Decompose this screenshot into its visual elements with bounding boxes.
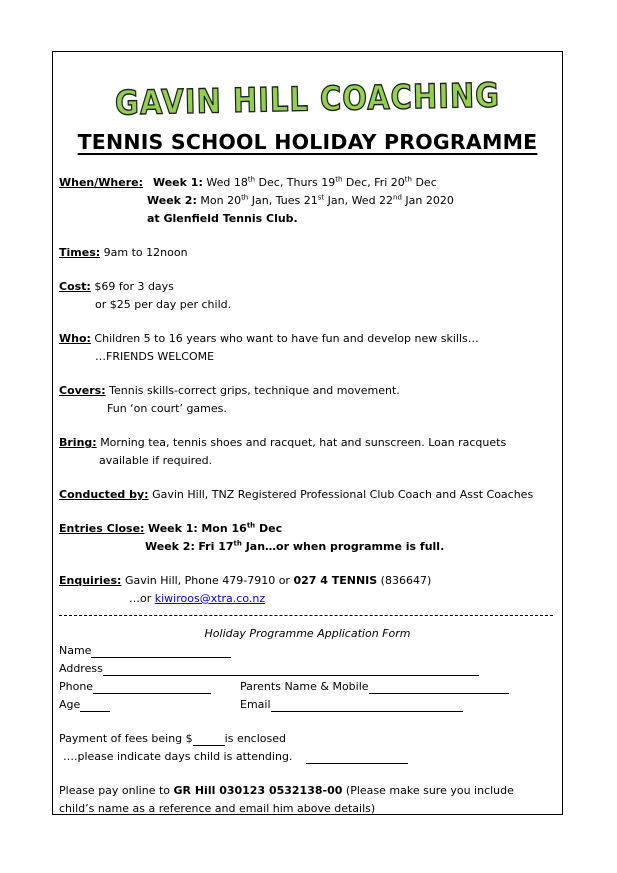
conducted-label: Conducted by: (59, 488, 149, 501)
form-title: Holiday Programme Application Form (204, 627, 411, 640)
form-age-row (59, 698, 110, 712)
form-parents-row (240, 680, 509, 694)
days-row: ….please indicate days child is attending. (63, 750, 408, 764)
phone-field[interactable] (93, 682, 211, 694)
email-label: Email (240, 698, 271, 711)
who-line1: Children 5 to 16 years who want to have fun and develop new skills… (94, 332, 479, 345)
times-value: 9am to 12noon (103, 246, 188, 259)
covers-line2: Fun ‘on court’ games. (107, 402, 227, 415)
form-phone-row (59, 680, 211, 694)
enquiries-email-row: …or kiwiroos@xtra.co.nz (129, 592, 266, 605)
email-field[interactable] (271, 700, 463, 712)
week2-label: Week 2: (147, 194, 197, 207)
bring-line1: Morning tea, tennis shoes and racquet, hat and sunscreen. Loan racquets (100, 436, 507, 449)
age-label: Age (59, 698, 81, 711)
cost-row (59, 280, 174, 294)
pay-online-row: Please pay online to GR Hill 030123 0532138-00 (Please make sure you include (59, 784, 514, 797)
payment-amount-field[interactable] (193, 734, 225, 746)
who-line2: …FRIENDS WELCOME (95, 350, 215, 363)
conducted-row (59, 488, 533, 502)
when-where-week2: Week 2: Mon 20th Jan, Tues 21st Jan, Wed 22nd Jan 2020 (147, 193, 454, 207)
address-label: Address (59, 662, 103, 675)
entries-week1: Entries Close: Week 1: Mon 16th Dec (59, 521, 283, 535)
brand-title: GAVIN HILL COACHING (114, 75, 501, 123)
bring-line2: available if required. (99, 454, 213, 467)
bank-account: GR Hill 030123 0532138-00 (173, 784, 343, 797)
cost-label: Cost: (59, 280, 91, 293)
flyer-page (52, 51, 563, 815)
payment-row: Payment of fees being $ is enclosed (59, 732, 286, 745)
form-address-row (59, 662, 479, 676)
form-name-row (59, 644, 231, 658)
covers-row (59, 384, 400, 398)
who-row (59, 332, 479, 346)
enquiries-label: Enquiries: (59, 574, 122, 587)
cut-line (59, 615, 553, 616)
cost-line1: $69 for 3 days (94, 280, 174, 293)
covers-line1: Tennis skills-correct grips, technique and movement. (109, 384, 400, 397)
entries-week2: Week 2: Fri 17th Jan…or when programme is full. (145, 539, 445, 553)
conducted-value: Gavin Hill, TNZ Registered Professional Club Coach and Asst Coaches (152, 488, 534, 501)
when-where-label: When/Where: (59, 176, 143, 189)
cost-line2: or $25 per day per child. (95, 298, 232, 311)
when-where-week1: When/Where: Week 1: Wed 18th Dec, Thurs 19th Dec, Fri 20th Dec (59, 175, 437, 189)
name-field[interactable] (91, 646, 231, 658)
week1-label: Week 1: (152, 176, 203, 189)
parents-field[interactable] (369, 682, 509, 694)
covers-label: Covers: (59, 384, 106, 397)
email-link[interactable]: kiwiroos@xtra.co.nz (154, 592, 266, 605)
days-field[interactable] (306, 752, 408, 764)
phone-label: Phone (59, 680, 94, 693)
entries-label: Entries Close: (59, 522, 145, 535)
age-field[interactable] (80, 700, 110, 712)
name-label: Name (59, 644, 92, 657)
bring-row (59, 436, 506, 450)
parents-label: Parents Name & Mobile (240, 680, 369, 693)
page-title: TENNIS SCHOOL HOLIDAY PROGRAMME (77, 130, 538, 154)
times-label: Times: (59, 246, 101, 259)
enquiries-row: Enquiries: Gavin Hill, Phone 479-7910 or 027 4 TENNIS (836647) (59, 574, 432, 587)
pay-online-line2: child’s name as a reference and email him above details) (59, 802, 376, 815)
form-email-row (240, 698, 463, 712)
bring-label: Bring: (59, 436, 97, 449)
times-row (59, 246, 188, 260)
who-label: Who: (59, 332, 91, 345)
venue: at Glenfield Tennis Club. (147, 212, 298, 225)
address-field[interactable] (103, 664, 479, 676)
